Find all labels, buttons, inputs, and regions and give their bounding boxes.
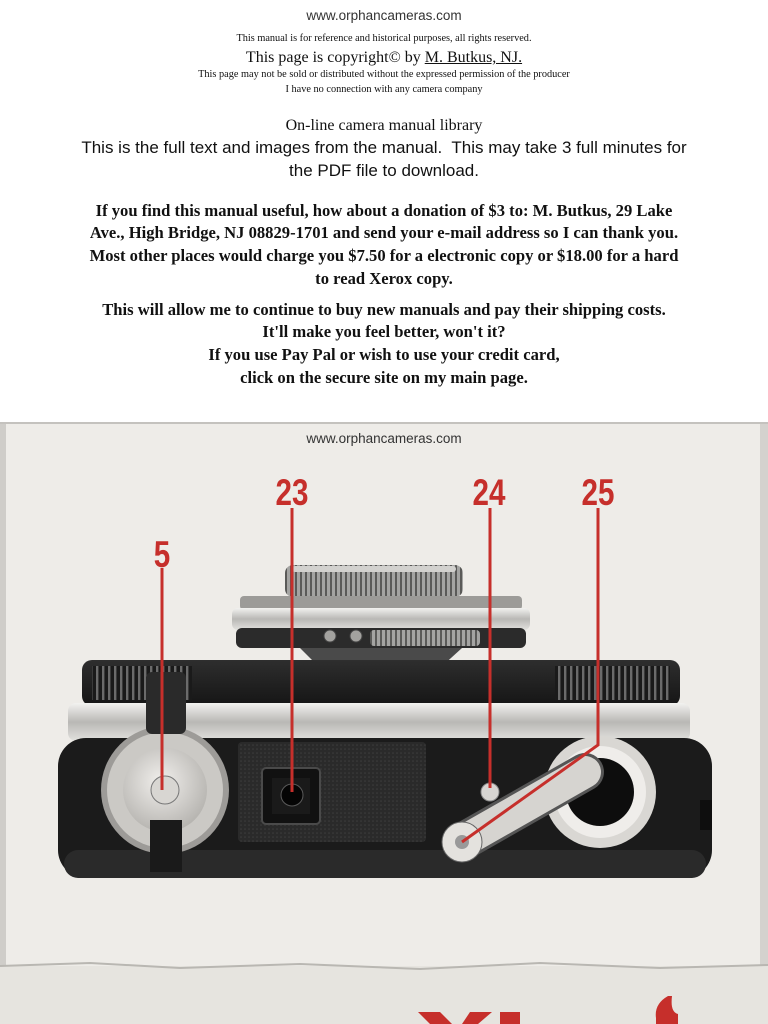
right-ribbed-grille xyxy=(555,666,670,700)
next-page-paper xyxy=(0,966,768,1024)
callout-label-25: 25 xyxy=(581,472,615,513)
lens-top-rim xyxy=(292,566,456,572)
paper-right-edge xyxy=(760,422,768,1024)
red-print-fragment xyxy=(500,1012,520,1024)
callout-label-5: 5 xyxy=(153,534,171,575)
callout-label-24: 24 xyxy=(472,472,506,513)
paper-left-edge xyxy=(0,422,6,1024)
lens-screw-icon xyxy=(324,630,336,642)
site-url: www.orphancameras.com xyxy=(306,8,462,23)
lens-focus-ring xyxy=(370,630,480,646)
copyright-line xyxy=(0,48,768,68)
lens-flange xyxy=(232,608,530,630)
closing-line: click on the secure site on my main page. xyxy=(240,368,528,387)
rewind-dial-center xyxy=(151,776,179,804)
donation-line: If you find this manual useful, how about a donation of $3 to: M. Butkus, 29 Lake xyxy=(95,201,673,220)
closing-line: If you use Pay Pal or wish to use your credit card, xyxy=(208,345,560,364)
callout-label-23: 23 xyxy=(275,472,309,513)
fulltext-line: the PDF file to download. xyxy=(289,161,479,180)
rights-notice: This manual is for reference and historical purposes, all rights reserved. xyxy=(236,33,532,44)
manual-site-url: www.orphancameras.com xyxy=(306,431,462,446)
closing-line: This will allow me to continue to buy new manuals and pay their shipping costs. xyxy=(102,300,666,319)
rewind-fork-top xyxy=(146,672,186,734)
camera-illustration xyxy=(0,422,768,1024)
fulltext-line: This is the full text and images from the manual. This may take 3 full minutes for xyxy=(81,138,687,157)
copyright-name: M. Butkus, NJ. xyxy=(424,49,523,66)
library-title: On-line camera manual library xyxy=(285,117,483,134)
no-sell-notice: This page may not be sold or distributed without the expressed permission of the producer xyxy=(198,69,570,80)
cover-notice xyxy=(0,0,768,422)
lens-screw-icon xyxy=(350,630,362,642)
donation-line: Ave., High Bridge, NJ 08829-1701 and send your e-mail address so I can thank you. xyxy=(89,223,679,242)
body-side-block xyxy=(700,800,712,830)
donation-line: to read Xerox copy. xyxy=(315,269,453,288)
no-connection-notice: I have no connection with any camera company xyxy=(285,84,483,95)
rewind-fork-bottom xyxy=(150,820,182,872)
donation-line: Most other places would charge you $7.50 for a electronic copy or $18.00 for a hard xyxy=(89,246,679,265)
closing-line: It'll make you feel better, won't it? xyxy=(262,322,506,341)
manual-page-scan xyxy=(0,422,768,1024)
next-page-fragment xyxy=(0,963,768,1024)
copyright-prefix: This page is copyright© by xyxy=(245,49,425,66)
lens-silver-ring xyxy=(240,596,522,610)
